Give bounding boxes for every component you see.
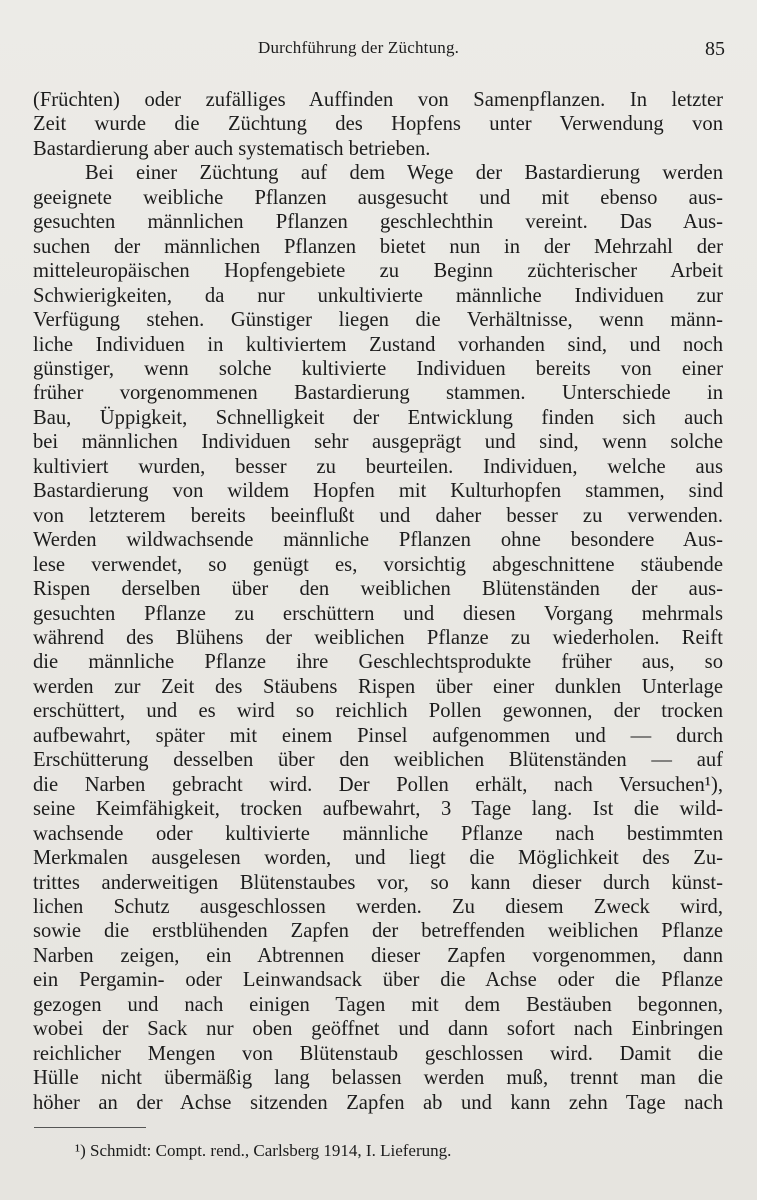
text-line: während des Blühens der weiblichen Pflanze zu wiederholen. Reift [33,626,723,649]
footnote-divider [34,1127,146,1128]
text-line: früher vorgenommenen Bastardierung stammen. Unterschiede in [33,382,723,405]
text-line: Narben zeigen, ein Abtrennen dieser Zapfen vorgenommen, dann [33,944,723,967]
text-line: Bau, Üppigkeit, Schnelligkeit der Entwicklung finden sich auch [33,406,723,429]
text-line: Werden wildwachsende männliche Pflanzen ohne besondere Aus- [33,529,723,552]
page-number: 85 [705,38,725,60]
text-line: (Früchten) oder zufälliges Auffinden von Samenpflanzen. In letzter [33,89,723,111]
text-line: gesuchten Pflanze zu erschüttern und diesen Vorgang mehrmals [33,602,723,625]
footnote: ¹) Schmidt: Compt. rend., Carlsberg 1914, I. Lieferung. [75,1141,452,1160]
text-line: seine Keimfähigkeit, trocken aufbewahrt, 3 Tage lang. Ist die wild- [33,798,723,821]
text-line: Merkmalen ausgelesen worden, und liegt die Möglichkeit des Zu- [33,847,723,870]
text-line: Zeit wurde die Züchtung des Hopfens unter Verwendung von [33,113,723,136]
text-line: suchen der männlichen Pflanzen bietet nun in der Mehrzahl der [33,235,723,258]
text-line: geeignete weibliche Pflanzen ausgesucht und mit ebenso aus- [33,186,723,209]
text-line: die männliche Pflanze ihre Geschlechtsprodukte früher aus, so [33,651,723,674]
text-line: Bastardierung aber auch systematisch betrieben. [33,137,431,160]
text-line: Verfügung stehen. Günstiger liegen die Verhältnisse, wenn männ- [33,309,723,332]
text-line: trittes anderweitigen Blütenstaubes vor, so kann dieser durch künst- [33,871,723,894]
text-line: Schwierigkeiten, da nur unkultivierte männliche Individuen zur [33,284,723,307]
text-line: Bei einer Züchtung auf dem Wege der Bastardierung werden [85,162,723,185]
text-line: Hülle nicht übermäßig lang belassen werden muß, trennt man die [33,1067,723,1090]
text-line: sowie die erstblühenden Zapfen der betreffenden weiblichen Pflanze [33,920,723,943]
text-line: günstiger, wenn solche kultivierte Individuen bereits von einer [33,357,723,380]
text-line: höher an der Achse sitzenden Zapfen ab und kann zehn Tage nach [33,1091,723,1114]
text-line: liche Individuen in kultiviertem Zustand vorhanden sind, und noch [33,333,723,356]
text-line: gesuchten männlichen Pflanzen geschlechthin vereint. Das Aus- [33,211,723,234]
text-line: lichen Schutz ausgeschlossen werden. Zu diesem Zweck wird, [33,895,723,918]
text-line: erschüttert, und es wird so reichlich Pollen gewonnen, der trocken [33,700,723,723]
text-line: ein Pergamin- oder Leinwandsack über die Achse oder die Pflanze [33,969,723,992]
text-line: wobei der Sack nur oben geöffnet und dann sofort nach Einbringen [33,1018,723,1041]
text-line: die Narben gebracht wird. Der Pollen erhält, nach Versuchen¹), [33,773,723,796]
text-line: gezogen und nach einigen Tagen mit dem Bestäuben begonnen, [33,993,723,1016]
body-text [33,88,723,1115]
text-line: lese verwendet, so genügt es, vorsichtig abgeschnittene stäubende [33,553,723,576]
text-line: mitteleuropäischen Hopfengebiete zu Beginn züchterischer Arbeit [33,260,723,283]
text-line: kultiviert wurden, besser zu beurteilen. Individuen, welche aus [33,455,723,478]
text-line: Bastardierung von wildem Hopfen mit Kulturhopfen stammen, sind [33,480,723,503]
text-line: Rispen derselben über den weiblichen Blütenständen der aus- [33,578,723,601]
text-line: bei männlichen Individuen sehr ausgeprägt und sind, wenn solche [33,431,723,454]
text-line: werden zur Zeit des Stäubens Rispen über einer dunklen Unterlage [33,675,723,698]
running-title: Durchführung der Züchtung. [258,38,460,57]
text-line: wachsende oder kultivierte männliche Pflanze nach bestimmten [33,822,723,845]
text-line: von letzterem bereits beeinflußt und daher besser zu verwenden. [33,504,723,527]
text-line: reichlicher Mengen von Blütenstaub geschlossen wird. Damit die [33,1042,723,1065]
text-line: Erschütterung desselben über den weiblichen Blütenständen — auf [33,749,723,772]
text-line: aufbewahrt, später mit einem Pinsel aufgenommen und — durch [33,724,723,747]
